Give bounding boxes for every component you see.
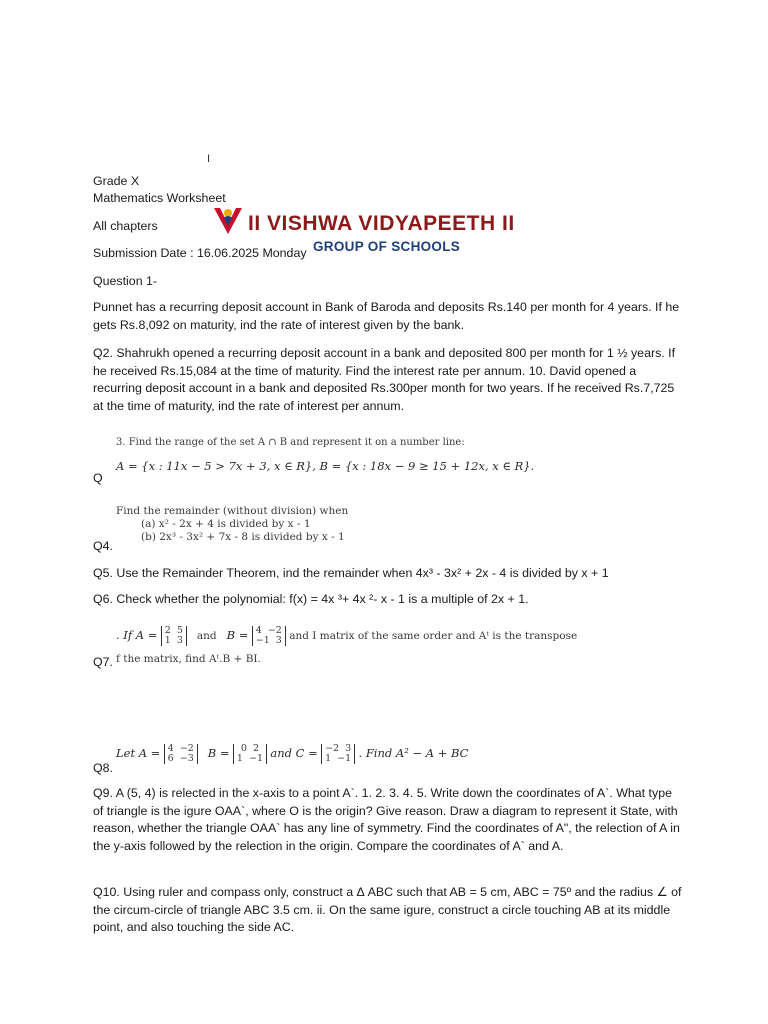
q8-and-c: and C = xyxy=(270,746,318,760)
question-4-label: Q4. xyxy=(93,539,113,553)
question-1-text: Punnet has a recurring deposit account in Bank of Baroda and deposits Rs.140 per month for 4 years. If he gets Rs.8,092 on maturity, ind the rate of interest given by the bank. xyxy=(93,300,680,332)
question-7-label: Q7. xyxy=(93,655,113,669)
logo-title: II VISHWA VIDYAPEETH II xyxy=(248,212,515,235)
question-7-expression xyxy=(116,626,577,646)
question-4-line3: (b) 2x³ - 3x² + 7x - 8 is divided by x - 1 xyxy=(141,531,345,543)
scope-line: All chapters xyxy=(93,219,158,233)
q7-matrix-a: 2 5 1 3 xyxy=(161,626,187,646)
question-9-text: Q9. A (5, 4) is relected in the x-axis to a point A`. 1. 2. 3. 4. 5. Write down the coordinates of A`. What type of triangle is the igure OAA`, where O is the origin? Give reason. Draw a diagram to represent it State, with reason, whether the triangle OAA` has any line of symmetry. Find the coordinates of A", the relection of A in the y-axis followed by the relection in the origin. Compare the coordinates of A` and A. xyxy=(93,786,680,853)
question-10-text: Q10. Using ruler and compass only, construct a Δ ABC such that AB = 5 cm, ABC = 75º and the radius ∠ of the circum-circle of triangle ABC 3.5 cm. ii. On the same igure, construct a circle touching AB at its middle point, and also touching the side AC. xyxy=(93,885,682,935)
text-cursor: I xyxy=(207,153,211,165)
q8-matrix-a: 4 −2 6 −3 xyxy=(164,744,198,764)
q8-find: . Find A² − A + BC xyxy=(358,746,469,760)
submission-date: Submission Date : 16.06.2025 Monday xyxy=(93,246,307,260)
q7-and: and xyxy=(196,630,217,642)
q7-prefix: . If A = xyxy=(116,628,158,642)
q7-matrix-b: 4 −2 −1 3 xyxy=(252,626,286,646)
question-1-label: Question 1- xyxy=(93,274,158,288)
q7-suffix: and I matrix of the same order and Aᵗ is the transpose xyxy=(289,630,578,642)
question-7-line2: f the matrix, find Aᵗ.B + BI. xyxy=(116,653,261,665)
question-3-line1: 3. Find the range of the set A ∩ B and represent it on a number line: xyxy=(116,437,465,448)
q7-b-eq: B = xyxy=(226,628,249,642)
q8-matrix-b: 0 2 1 −1 xyxy=(233,744,267,764)
question-2-text: Q2. Shahrukh opened a recurring deposit account in a bank and deposited 800 per month for 1 ½ years. If he received Rs.15,084 at the time of maturity. Find the interest rate per annum. 10. David opened a recurring deposit account in a bank and deposited Rs.300per month for two years. If he received Rs.7,725 at the time of maturity, ind the rate of interest per annum. xyxy=(93,346,676,413)
question-4-line1: Find the remainder (without division) when xyxy=(116,505,349,517)
subject-line: Mathematics Worksheet xyxy=(93,191,226,205)
question-6-text: Q6. Check whether the polynomial: f(x) = 4x ³+ 4x ²- x - 1 is a multiple of 2x + 1. xyxy=(93,592,529,606)
question-3-line2: A = {x : 11x − 5 > 7x + 3, x ∈ R}, B = {x : 18x − 9 ≥ 15 + 12x, x ∈ R}. xyxy=(116,459,535,473)
q8-b-eq: B = xyxy=(207,746,230,760)
question-3-label: Q xyxy=(93,471,103,485)
question-4-line2: (a) x² - 2x + 4 is divided by x - 1 xyxy=(141,518,311,530)
question-8-label: Q8. xyxy=(93,761,113,775)
question-5-text: Q5. Use the Remainder Theorem, ind the remainder when 4x³ - 3x² + 2x - 4 is divided by x + 1 xyxy=(93,566,609,580)
q8-matrix-c: −2 3 1 −1 xyxy=(321,744,355,764)
grade-line: Grade X xyxy=(93,174,140,188)
q8-let: Let A = xyxy=(116,746,161,760)
logo-subtitle: GROUP OF SCHOOLS xyxy=(313,239,461,254)
